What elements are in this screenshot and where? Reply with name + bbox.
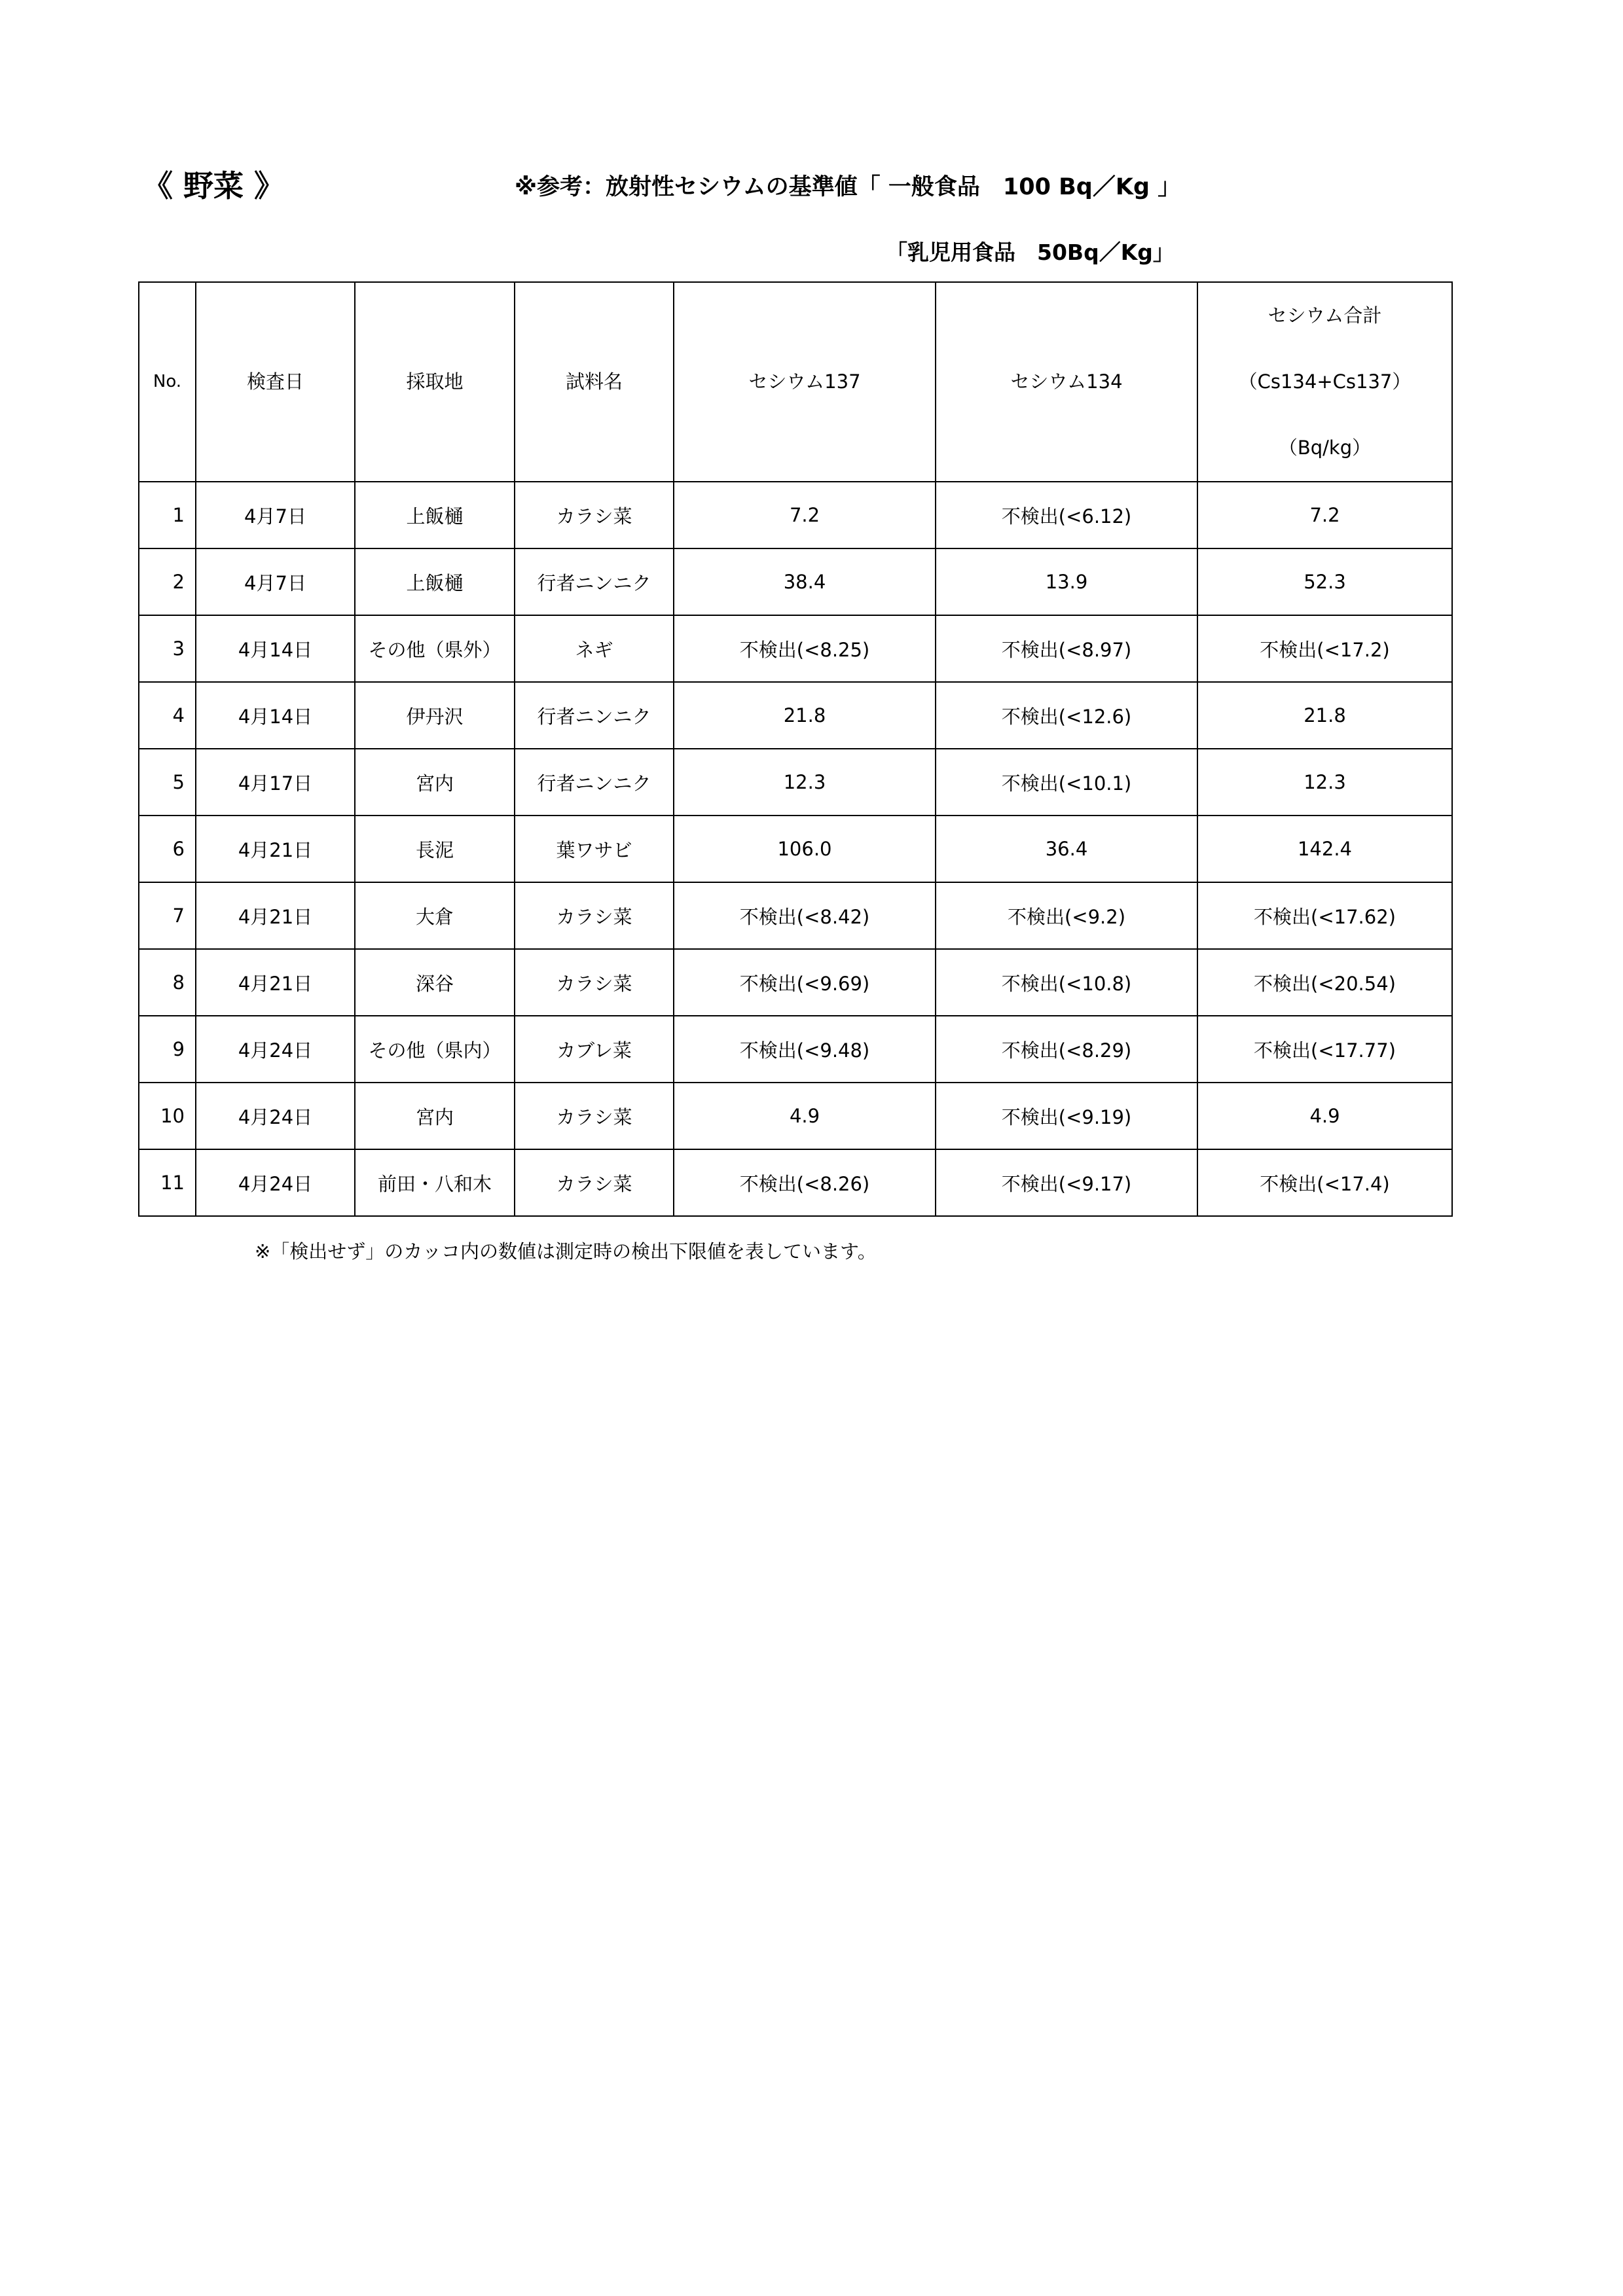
cell-cs134: 36.4: [936, 816, 1197, 882]
cell-sample: カラシ菜: [515, 482, 674, 548]
cell-location: 宮内: [355, 749, 515, 816]
cell-cs134: 不検出(<12.6): [936, 682, 1197, 749]
table-row: [139, 682, 1452, 749]
cell-total: 不検出(<17.4): [1197, 1149, 1452, 1216]
cell-total: 不検出(<17.77): [1197, 1016, 1452, 1083]
table-row: [139, 816, 1452, 882]
cell-location: 深谷: [355, 949, 515, 1016]
cell-sample: 行者ニンニク: [515, 682, 674, 749]
cell-date: 4月17日: [196, 749, 355, 816]
cell-cs137: 不検出(<9.69): [674, 949, 936, 1016]
cell-cs134: 不検出(<9.2): [936, 882, 1197, 949]
cell-date: 4月24日: [196, 1149, 355, 1216]
table-row: [139, 949, 1452, 1016]
reference-standard-infant: 「乳児用食品 50Bq／Kg」: [886, 240, 1175, 265]
cell-sample: 葉ワサビ: [515, 816, 674, 882]
cell-location: 宮内: [355, 1083, 515, 1149]
cell-date: 4月24日: [196, 1083, 355, 1149]
cell-sample: ネギ: [515, 615, 674, 682]
cell-total: 142.4: [1197, 816, 1452, 882]
cell-cs134: 不検出(<6.12): [936, 482, 1197, 548]
cell-total: 52.3: [1197, 548, 1452, 615]
page-title: 《 野菜 》: [143, 168, 285, 204]
cell-total: 不検出(<20.54): [1197, 949, 1452, 1016]
cell-location: 上飯樋: [355, 482, 515, 548]
cell-no: 3: [139, 615, 196, 682]
cell-total: 7.2: [1197, 482, 1452, 548]
col-header-cs137: セシウム137: [674, 282, 936, 482]
table-row: [139, 548, 1452, 615]
cell-date: 4月21日: [196, 949, 355, 1016]
cell-no: 2: [139, 548, 196, 615]
cell-cs137: 21.8: [674, 682, 936, 749]
table-row: [139, 1083, 1452, 1149]
cell-sample: カラシ菜: [515, 1149, 674, 1216]
cell-cs134: 不検出(<10.8): [936, 949, 1197, 1016]
cell-no: 8: [139, 949, 196, 1016]
col-header-location: 採取地: [355, 282, 515, 482]
table-row: [139, 1016, 1452, 1083]
col-header-no: No.: [139, 282, 196, 482]
footnote: ※「検出せず」のカッコ内の数値は測定時の検出下限値を表しています。: [255, 1240, 877, 1263]
cell-cs137: 4.9: [674, 1083, 936, 1149]
cell-date: 4月7日: [196, 482, 355, 548]
cell-cs137: 38.4: [674, 548, 936, 615]
table-row: [139, 615, 1452, 682]
reference-standard-general: ※参考：放射性セシウムの基準値「 一般食品 100 Bq／Kg 」: [515, 174, 1181, 200]
cell-no: 4: [139, 682, 196, 749]
cell-cs137: 不検出(<8.25): [674, 615, 936, 682]
cell-location: 長泥: [355, 816, 515, 882]
table-row: [139, 482, 1452, 548]
cell-location: 伊丹沢: [355, 682, 515, 749]
cell-cs134: 不検出(<9.17): [936, 1149, 1197, 1216]
cell-sample: 行者ニンニク: [515, 548, 674, 615]
cell-sample: カラシ菜: [515, 1083, 674, 1149]
cell-cs134: 不検出(<9.19): [936, 1083, 1197, 1149]
cell-cs137: 不検出(<9.48): [674, 1016, 936, 1083]
cell-no: 11: [139, 1149, 196, 1216]
cell-cs137: 106.0: [674, 816, 936, 882]
cell-cs137: 不検出(<8.26): [674, 1149, 936, 1216]
cell-total: 12.3: [1197, 749, 1452, 816]
cell-cs134: 不検出(<8.29): [936, 1016, 1197, 1083]
results-table: [138, 281, 1453, 1217]
col-header-total: [1197, 282, 1452, 482]
cell-cs137: 7.2: [674, 482, 936, 548]
cell-location: 大倉: [355, 882, 515, 949]
cell-cs137: 不検出(<8.42): [674, 882, 936, 949]
cell-date: 4月24日: [196, 1016, 355, 1083]
cell-no: 9: [139, 1016, 196, 1083]
col-header-total-line1: セシウム合計: [1267, 304, 1382, 327]
cell-date: 4月7日: [196, 548, 355, 615]
cell-date: 4月14日: [196, 615, 355, 682]
cell-location: その他（県外）: [355, 615, 515, 682]
cell-no: 5: [139, 749, 196, 816]
table-row: [139, 749, 1452, 816]
cell-location: 上飯樋: [355, 548, 515, 615]
table-header-row: [139, 282, 1452, 482]
cell-no: 7: [139, 882, 196, 949]
cell-total: 不検出(<17.62): [1197, 882, 1452, 949]
cell-no: 6: [139, 816, 196, 882]
col-header-total-line3: （Bq/kg）: [1278, 437, 1372, 459]
cell-sample: カラシ菜: [515, 882, 674, 949]
cell-total: 不検出(<17.2): [1197, 615, 1452, 682]
cell-sample: カラシ菜: [515, 949, 674, 1016]
cell-no: 1: [139, 482, 196, 548]
cell-sample: 行者ニンニク: [515, 749, 674, 816]
table-row: [139, 882, 1452, 949]
col-header-date: 検査日: [196, 282, 355, 482]
cell-total: 21.8: [1197, 682, 1452, 749]
cell-date: 4月21日: [196, 882, 355, 949]
table-row: [139, 1149, 1452, 1216]
col-header-cs134: セシウム134: [936, 282, 1197, 482]
cell-no: 10: [139, 1083, 196, 1149]
cell-location: 前田・八和木: [355, 1149, 515, 1216]
cell-sample: カブレ菜: [515, 1016, 674, 1083]
col-header-total-line2: （Cs134+Cs137）: [1238, 370, 1412, 393]
cell-total: 4.9: [1197, 1083, 1452, 1149]
cell-date: 4月14日: [196, 682, 355, 749]
cell-date: 4月21日: [196, 816, 355, 882]
col-header-sample: 試料名: [515, 282, 674, 482]
cell-cs134: 不検出(<10.1): [936, 749, 1197, 816]
cell-cs134: 13.9: [936, 548, 1197, 615]
cell-cs134: 不検出(<8.97): [936, 615, 1197, 682]
cell-cs137: 12.3: [674, 749, 936, 816]
cell-location: その他（県内）: [355, 1016, 515, 1083]
